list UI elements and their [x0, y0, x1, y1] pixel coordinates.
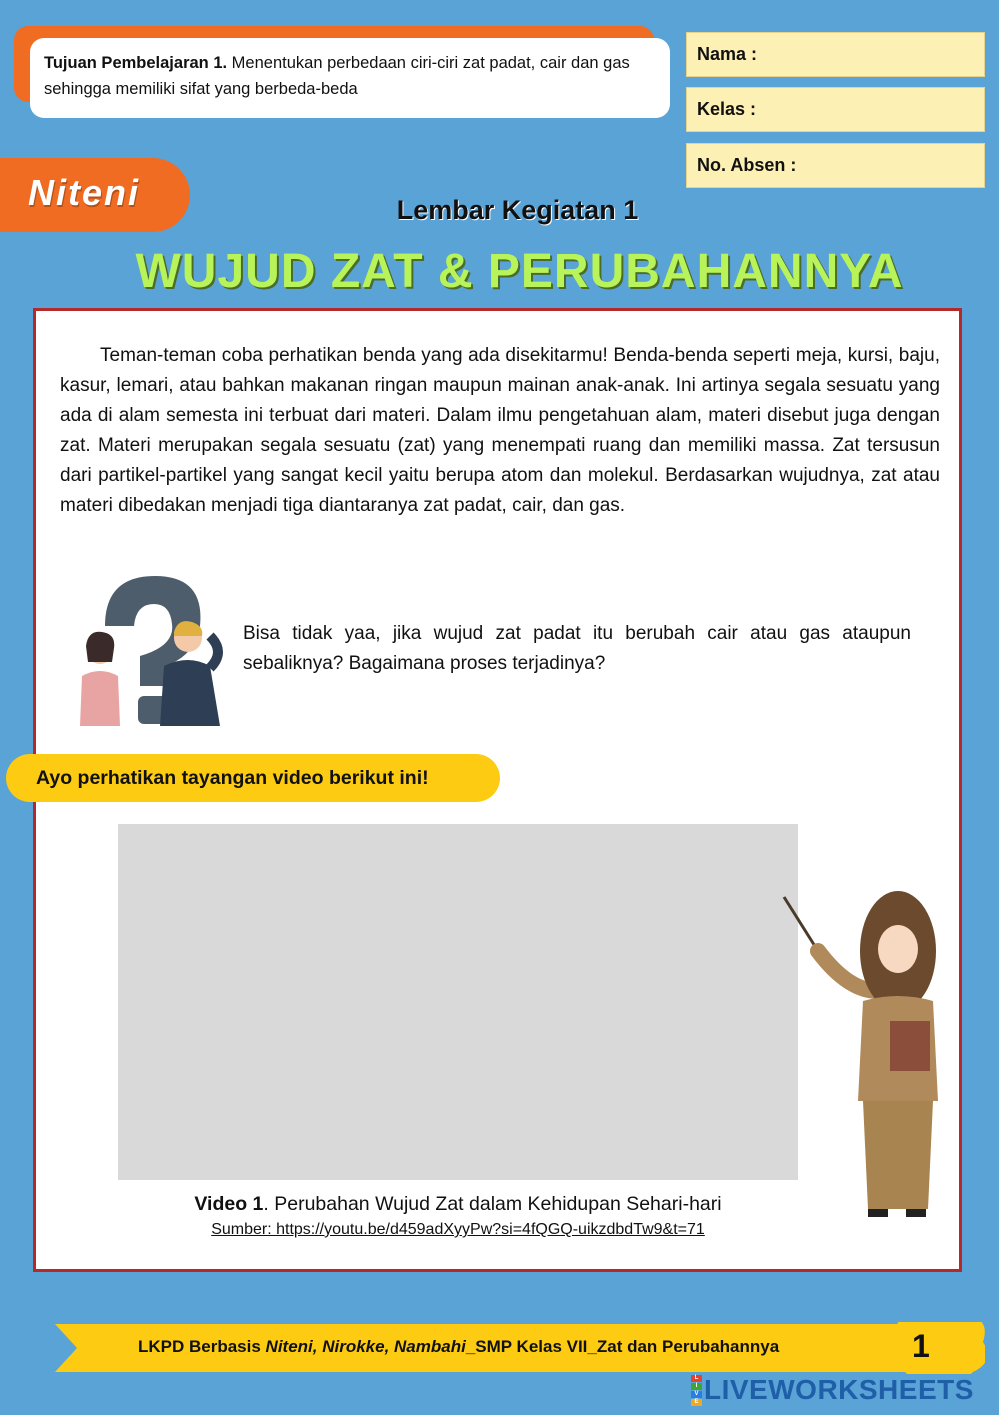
section-tag: Niteni — [0, 158, 190, 232]
name-field[interactable]: Nama : — [686, 32, 985, 77]
goal-text: Menentukan perbedaan ciri-ciri zat padat, cair dan gas sehingga memiliki sifat yang berbeda-beda — [44, 54, 630, 98]
guiding-question: Bisa tidak yaa, jika wujud zat padat itu berubah cair atau gas ataupun sebaliknya? Bagaimana proses terjadinya? — [243, 623, 911, 674]
footer-prefix: LKPD Berbasis — [138, 1337, 266, 1356]
class-field[interactable]: Kelas : — [686, 87, 985, 132]
absence-number-field[interactable]: No. Absen : — [686, 143, 985, 188]
watermark-text: LIVEWORKSHEETS — [704, 1374, 974, 1405]
video-caption-label: Video 1 — [194, 1193, 264, 1215]
footer-text — [138, 1337, 779, 1357]
teacher-illustration — [778, 891, 958, 1221]
thinking-people-illustration — [60, 566, 240, 731]
page-title: WUJUD ZAT & PERUBAHANNYA — [135, 245, 904, 298]
page-number: 1 — [912, 1328, 930, 1364]
video-caption-text: . Perubahan Wujud Zat dalam Kehidupan Sehari-hari — [263, 1193, 722, 1215]
intro-paragraph: Teman-teman coba perhatikan benda yang ada disekitarmu! Benda-benda seperti meja, kursi, baju, kasur, lemari, atau bahkan makanan ringan maupun mainan anak-anak. Ini artinya segala sesuatu yang ada di alam semesta ini terbuat dari materi. Dalam ilmu pengetahuan alam, materi disebut juga dengan zat. Materi merupakan segala sesuatu (zat) yang menempati ruang dan memiliki massa. Zat tersusun dari partikel-partikel yang sangat kecil yaitu berupa atom dan molekul. Berdasarkan wujudnya, zat atau materi dibedakan menjadi tiga diantaranya zat padat, cair, dan gas. — [60, 345, 940, 516]
footer-suffix: _SMP Kelas VII_Zat dan Perubahannya — [465, 1337, 780, 1356]
liveworksheets-watermark — [691, 1374, 974, 1406]
liveworksheets-logo-icon: L I V E — [691, 1375, 702, 1406]
footer-italic: Niteni, Nirokke, Nambahi — [265, 1337, 466, 1356]
video-player[interactable] — [118, 824, 798, 1180]
goal-card — [30, 38, 670, 118]
video-caption — [118, 1193, 798, 1216]
video-source-link[interactable]: Sumber: https://youtu.be/d459adXyyPw?si=4fQGQ-uikzdbdTw9&t=71 — [211, 1221, 705, 1238]
activity-subtitle: Lembar Kegiatan 1 — [396, 195, 639, 225]
video-banner: Ayo perhatikan tayangan video berikut ini! — [6, 754, 500, 802]
learning-goal — [14, 26, 670, 120]
goal-label: Tujuan Pembelajaran 1. — [44, 54, 228, 72]
